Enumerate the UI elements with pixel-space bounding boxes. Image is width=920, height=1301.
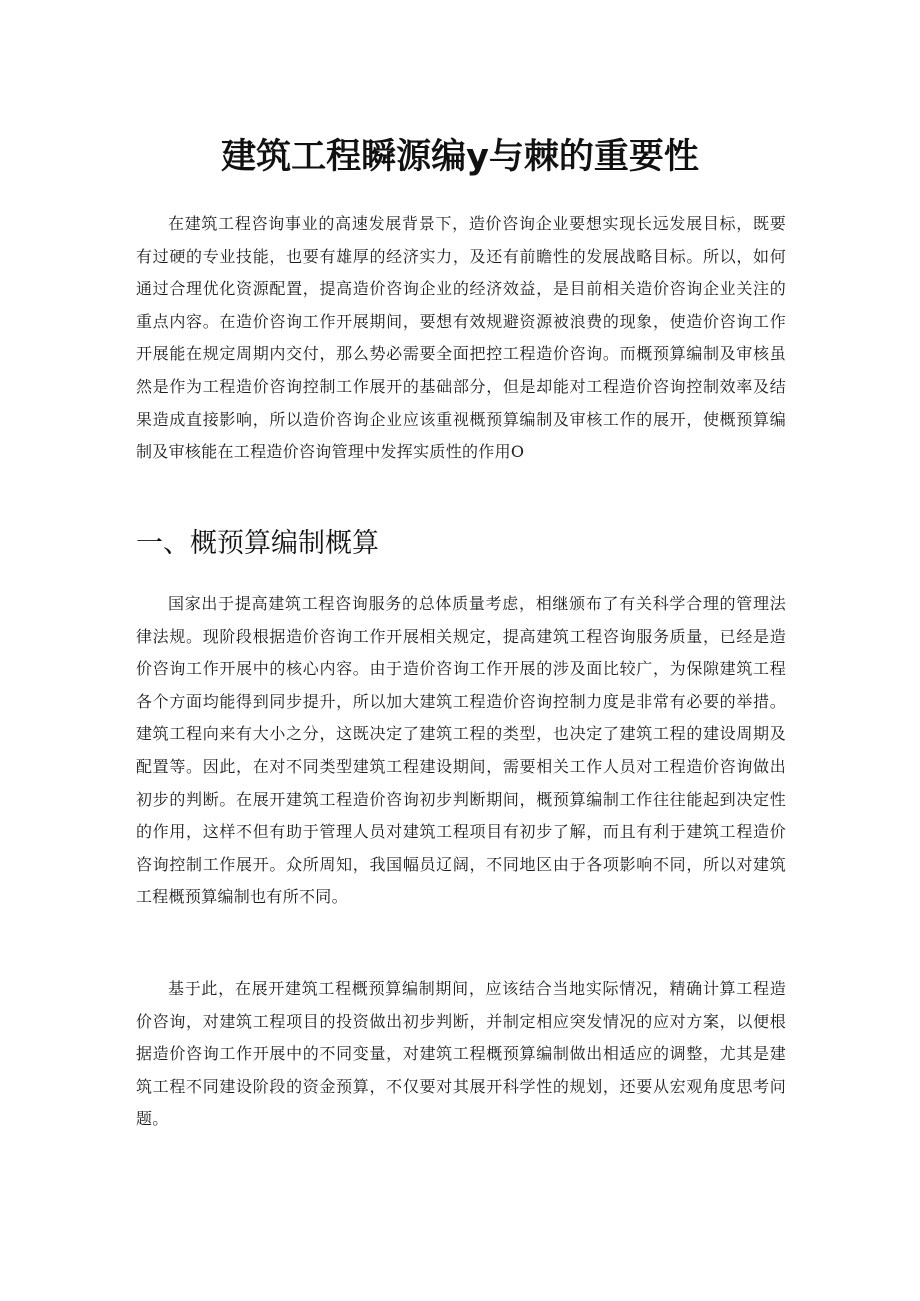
- document-title: 建筑工程瞬源编y与棘的重要性: [221, 137, 699, 177]
- intro-paragraph: 在建筑工程咨询事业的高速发展背景下，造价咨询企业要想实现长远发展目标，既要有过硬的专业技能，也要有雄厚的经济实力，及还有前瞻性的发展战略目标。所以，如何通过合理优化资源配置，提高造价咨询企业的经济效益，是目前相关造价咨询企业关注的重点内容。在造价咨询工作开展期间，要想有效规避资源被浪费的现象，使造价咨询工作开展能在规定周期内交付，那么势必需要全面把控工程造价咨询。而概预算编制及审核虽然是作为工程造价咨询控制工作展开的基础部分，但是却能对工程造价咨询控制效率及结果造成直接影响，所以造价咨询企业应该重视概预算编制及审核工作的展开，使概预算编制及审核能在工程造价咨询管理中发挥实质性的作用O: [136, 214, 786, 462]
- section1-paragraph-1: 国家出于提高建筑工程咨询服务的总体质量考虑，相继颁布了有关科学合理的管理法律法规。现阶段根据造价咨询工作开展相关规定，提高建筑工程咨询服务质量，已经是造价咨询工作开展中的核心内容。由于造价咨询工作开展的涉及面比较广，为保隙建筑工程各个方面均能得到同步提升，所以加大建筑工程造价咨询控制力度是非常有必要的举措。建筑工程向来有大小之分，这既决定了建筑工程的类型，也决定了建筑工程的建设周期及配置等。因此，在对不同类型建筑工程建设期间，需要相关工作人员对工程造价咨询做出初步的判断。在展开建筑工程造价咨询初步判断期间，概预算编制工作往往能起到决定性的作用，这样不但有助于管理人员对建筑工程项目有初步了解，而且有利于建筑工程造价咨询控制工作展开。众所周知，我国幅员辽阔，不同地区由于各项影响不同，所以对建筑工程概预算编制也有所不同。: [136, 594, 786, 907]
- section1-paragraph-2: 基于此，在展开建筑工程概预算编制期间，应该结合当地实际情况，精确计算工程造价咨询，对建筑工程项目的投资做出初步判断，并制定相应突发情况的应对方案，以便根据造价咨询工作开展中的不同变量，对建筑工程概预算编制做出相适应的调整，尤其是建筑工程不同建设阶段的资金预算，不仅要对其展开科学性的规划，还要从宏观角度思考问题。: [136, 979, 786, 1129]
- section-heading-1: 一、概预算编制概算: [136, 528, 379, 559]
